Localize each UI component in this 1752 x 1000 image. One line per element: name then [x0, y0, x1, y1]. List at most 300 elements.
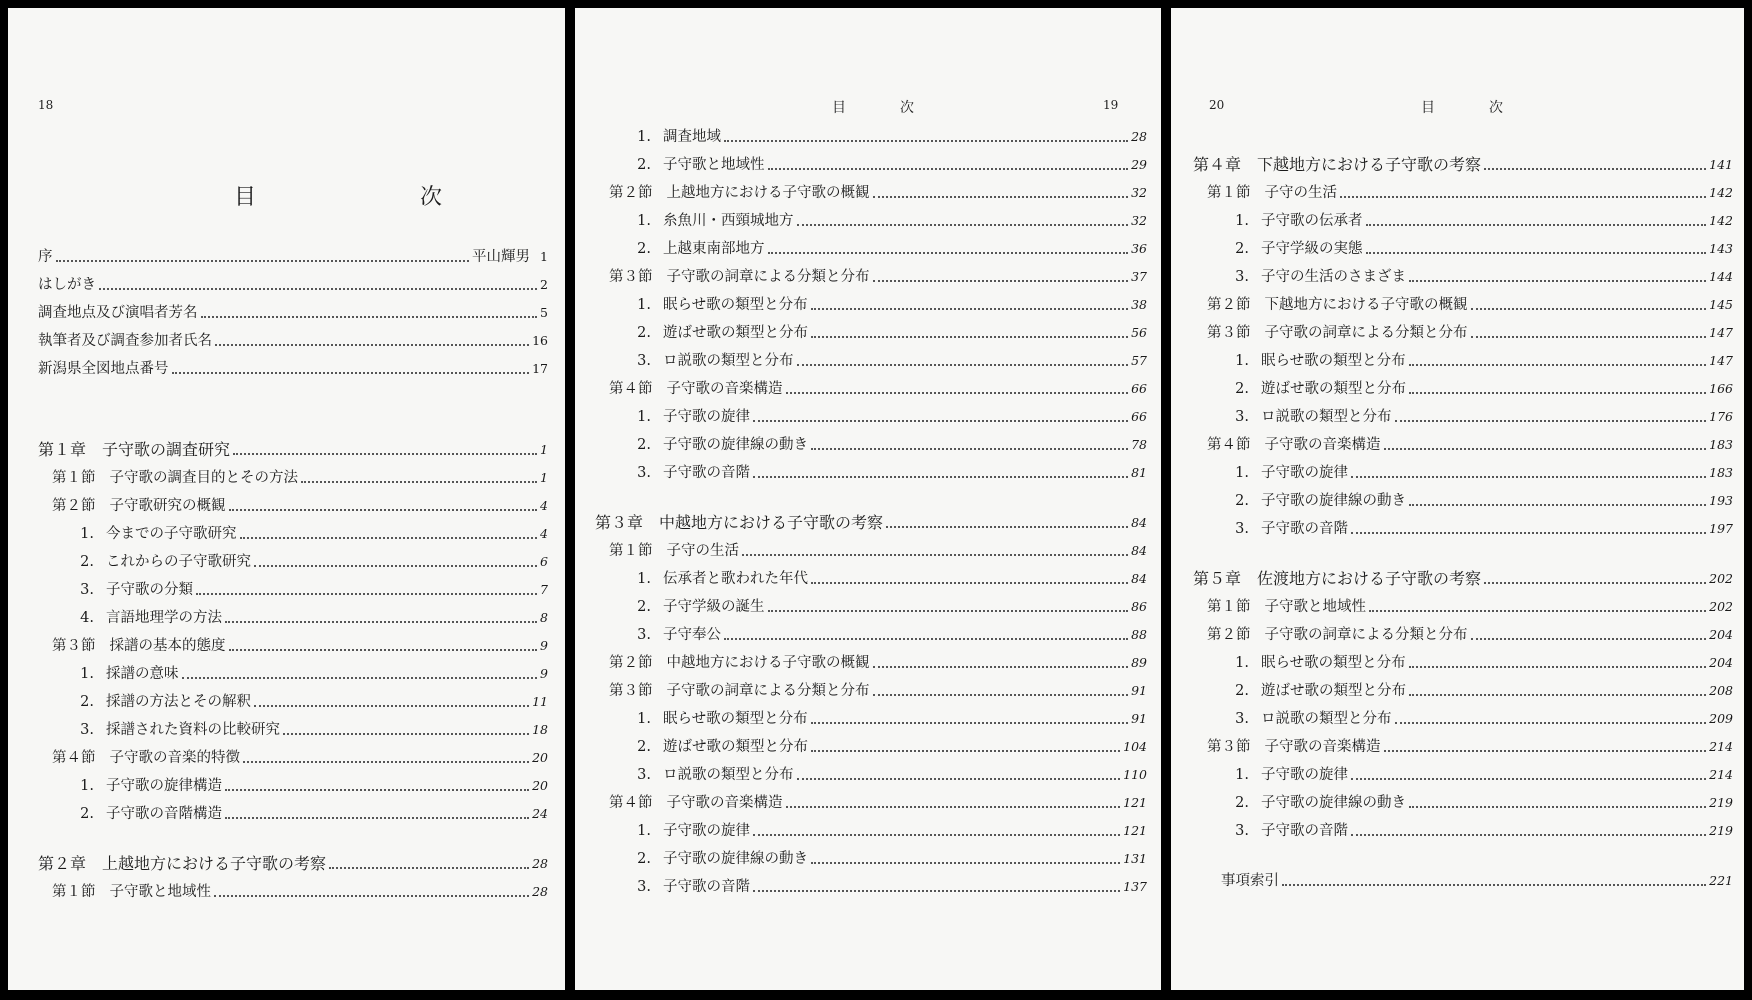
toc-page-number: 4	[540, 498, 548, 513]
leader-dots	[329, 867, 529, 869]
toc-chapter-row[interactable]	[38, 439, 548, 461]
toc-page-number: 86	[1131, 599, 1147, 614]
toc-item-number: 2.	[80, 554, 94, 570]
toc-item-number: 2.	[80, 806, 94, 822]
toc-item-number: 3.	[637, 879, 651, 895]
toc-item-row[interactable]	[1193, 406, 1733, 428]
toc-page-number: 147	[1709, 353, 1733, 368]
toc-page-number: 8	[540, 610, 548, 625]
toc-entry-label: 事項索引	[1221, 873, 1279, 889]
toc-index-row[interactable]	[1193, 870, 1733, 892]
toc-entry-label: 子守歌研究の概観	[109, 498, 226, 514]
toc-item-row[interactable]	[595, 406, 1147, 428]
leader-dots	[254, 705, 529, 707]
toc-item-number: 1.	[80, 526, 94, 542]
toc-front-row[interactable]	[38, 358, 548, 380]
toc-item-number: 2.	[637, 325, 651, 341]
toc-item-number: 2.	[80, 694, 94, 710]
toc-item-number: 2.	[1235, 493, 1249, 509]
toc-page-number: 84	[1131, 571, 1147, 586]
leader-dots	[1484, 168, 1706, 170]
toc-item-row[interactable]	[595, 126, 1147, 148]
toc-entry-label: 眠らせ歌の類型と分布	[663, 297, 808, 313]
toc-item-number: 3.	[1235, 409, 1249, 425]
leader-dots	[225, 621, 537, 623]
toc-entry-label: 執筆者及び調査参加者氏名	[38, 333, 212, 349]
leader-dots	[873, 694, 1129, 696]
leader-dots	[215, 344, 529, 346]
leader-dots	[742, 554, 1128, 556]
toc-section-number: 第３節	[609, 269, 653, 285]
toc-section-number: 第２章	[38, 854, 87, 873]
toc-page-number: 166	[1709, 381, 1733, 396]
toc-section-row[interactable]	[1193, 322, 1733, 344]
toc-item-number: 2.	[1235, 683, 1249, 699]
toc-item-row[interactable]	[38, 551, 548, 573]
toc-entry-label: 子守歌の旋律	[663, 823, 750, 839]
leader-dots	[811, 308, 1129, 310]
toc-entry-label: 子守歌の音階	[663, 465, 750, 481]
toc-section-row[interactable]	[595, 540, 1147, 562]
page-19	[575, 8, 1161, 990]
toc-page-number: 6	[540, 554, 548, 569]
toc-item-row[interactable]	[1193, 238, 1733, 260]
toc-item-row[interactable]	[1193, 652, 1733, 674]
page-number: 20	[1209, 98, 1225, 112]
toc-page-number: 104	[1123, 739, 1147, 754]
toc-item-number: 1.	[637, 409, 651, 425]
toc-section-row[interactable]	[38, 495, 548, 517]
toc-entry-label: 眠らせ歌の類型と分布	[663, 711, 808, 727]
toc-page-number: 145	[1709, 297, 1733, 312]
toc-item-number: 2.	[1235, 381, 1249, 397]
toc-section-number: 第２節	[52, 498, 96, 514]
toc-chapter-row[interactable]	[1193, 568, 1733, 590]
leader-dots	[1351, 476, 1706, 478]
leader-dots	[1409, 504, 1706, 506]
toc-entry-label: 糸魚川・西頸城地方	[663, 213, 794, 229]
leader-dots	[1395, 420, 1707, 422]
leader-dots	[1409, 280, 1706, 282]
toc-item-row[interactable]	[38, 719, 548, 741]
toc-front-row[interactable]	[38, 302, 548, 324]
leader-dots	[873, 666, 1129, 668]
toc-author: 平山輝男	[472, 249, 531, 265]
toc-entry-label: 佐渡地方における子守歌の考察	[1257, 569, 1482, 588]
toc-item-row[interactable]	[595, 434, 1147, 456]
toc-section-number: 第２節	[609, 185, 653, 201]
toc-page-number: 137	[1123, 879, 1147, 894]
toc-page-number: 37	[1131, 269, 1147, 284]
toc-section-row[interactable]	[38, 467, 548, 489]
toc-entry-label: ロ説歌の類型と分布	[663, 353, 794, 369]
toc-item-row[interactable]	[595, 238, 1147, 260]
toc-page-number: 91	[1131, 711, 1147, 726]
toc-item-number: 1.	[1235, 353, 1249, 369]
toc-item-number: 3.	[637, 465, 651, 481]
leader-dots	[724, 140, 1128, 142]
toc-page-number: 56	[1131, 325, 1147, 340]
toc-section-number: 第１節	[609, 543, 653, 559]
toc-section-number: 第４節	[1207, 437, 1251, 453]
toc-page-number: 28	[532, 856, 548, 871]
leader-dots	[1384, 448, 1707, 450]
toc-page-number: 204	[1709, 655, 1733, 670]
toc-page-number: 208	[1709, 683, 1733, 698]
leader-dots	[797, 364, 1129, 366]
toc-entry-label: 眠らせ歌の類型と分布	[1261, 655, 1406, 671]
toc-item-row[interactable]	[595, 708, 1147, 730]
toc-entry-label: 子守歌の調査目的とその方法	[109, 470, 298, 486]
leader-dots	[1366, 252, 1707, 254]
toc-front-row[interactable]	[38, 274, 548, 296]
leader-dots	[811, 336, 1128, 338]
toc-page-number: 57	[1131, 353, 1147, 368]
leader-dots	[240, 537, 538, 539]
toc-section-row[interactable]	[1193, 434, 1733, 456]
toc-front-row[interactable]	[38, 330, 548, 352]
toc-item-row[interactable]	[1193, 820, 1733, 842]
leader-dots	[768, 610, 1129, 612]
toc-item-number: 1.	[1235, 767, 1249, 783]
toc-item-row[interactable]	[595, 596, 1147, 618]
toc-entry-label: 子守歌の旋律線の動き	[663, 851, 808, 867]
toc-item-row[interactable]	[595, 624, 1147, 646]
toc-page-number: 183	[1709, 465, 1733, 480]
leader-dots	[1369, 610, 1706, 612]
leader-dots	[797, 224, 1129, 226]
leader-dots	[1351, 778, 1706, 780]
toc-page-number: 176	[1709, 409, 1733, 424]
toc-page-number: 17	[532, 361, 548, 376]
toc-item-row[interactable]	[1193, 708, 1733, 730]
toc-entry-label: 上越東南部地方	[663, 241, 765, 257]
leader-dots	[182, 677, 538, 679]
toc-item-number: 3.	[1235, 269, 1249, 285]
toc-entry-label: 子守歌の音階	[663, 879, 750, 895]
toc-entry-label: はしがき	[38, 277, 96, 293]
leader-dots	[229, 509, 538, 511]
toc-page-number: 20	[532, 750, 548, 765]
toc-entry-label: 遊ばせ歌の類型と分布	[663, 325, 808, 341]
leader-dots	[753, 890, 1120, 892]
toc-section-number: 第２節	[1207, 627, 1251, 643]
toc-section-number: 第４節	[609, 795, 653, 811]
toc-section-number: 第１節	[1207, 599, 1251, 615]
toc-entry-label: 子守歌の旋律	[663, 409, 750, 425]
toc-section-number: 第３節	[52, 638, 96, 654]
toc-entry-label: ロ説歌の類型と分布	[663, 767, 794, 783]
toc-entry-label: 遊ばせ歌の類型と分布	[663, 739, 808, 755]
toc-item-row[interactable]	[595, 462, 1147, 484]
leader-dots	[225, 817, 529, 819]
toc-item-row[interactable]	[1193, 350, 1733, 372]
toc-item-number: 3.	[637, 767, 651, 783]
toc-page-number: 29	[1131, 157, 1147, 172]
toc-item-row[interactable]	[595, 210, 1147, 232]
toc-item-row[interactable]	[1193, 378, 1733, 400]
toc-item-row[interactable]	[595, 568, 1147, 590]
toc-item-row[interactable]	[38, 775, 548, 797]
toc-item-row[interactable]	[1193, 764, 1733, 786]
toc-page-number: 214	[1709, 739, 1733, 754]
toc-page-number: 141	[1709, 157, 1733, 172]
toc-item-number: 2.	[637, 739, 651, 755]
toc-item-row[interactable]	[595, 350, 1147, 372]
toc-front-row[interactable]	[38, 246, 548, 268]
toc-item-row[interactable]	[595, 820, 1147, 842]
leader-dots	[811, 448, 1128, 450]
toc-entry-label: 子守学級の誕生	[663, 599, 765, 615]
toc-entry-label: 調査地域	[663, 129, 721, 145]
toc-section-row[interactable]	[595, 266, 1147, 288]
toc-chapter-row[interactable]	[1193, 154, 1733, 176]
toc-section-row[interactable]	[38, 881, 548, 903]
toc-entry-label: 採譜の方法とその解釈	[106, 694, 251, 710]
toc-item-row[interactable]	[595, 876, 1147, 898]
leader-dots	[1384, 750, 1707, 752]
toc-item-row[interactable]	[1193, 518, 1733, 540]
toc-item-number: 1.	[637, 129, 651, 145]
leader-dots	[1351, 532, 1706, 534]
toc-item-row[interactable]	[595, 154, 1147, 176]
toc-page-number: 202	[1709, 571, 1733, 586]
toc-page-number: 66	[1131, 409, 1147, 424]
leader-dots	[1409, 806, 1706, 808]
toc-item-row[interactable]	[1193, 792, 1733, 814]
toc-page-number: 20	[532, 778, 548, 793]
leader-dots	[811, 862, 1120, 864]
toc-section-number: 第１節	[1207, 185, 1251, 201]
running-header: 目 次	[832, 100, 934, 116]
leader-dots	[1409, 364, 1707, 366]
toc-section-number: 第４節	[609, 381, 653, 397]
toc-page-number: 28	[532, 884, 548, 899]
toc-entry-label: ロ説歌の類型と分布	[1261, 409, 1392, 425]
toc-page-number: 89	[1131, 655, 1147, 670]
leader-dots	[1340, 196, 1706, 198]
toc-entry-label: これからの子守歌研究	[106, 554, 251, 570]
toc-item-number: 1.	[80, 666, 94, 682]
leader-dots	[768, 252, 1129, 254]
leader-dots	[1395, 722, 1707, 724]
toc-page-number: 209	[1709, 711, 1733, 726]
toc-entry-label: 子守歌の詞章による分類と分布	[1264, 325, 1468, 341]
toc-item-row[interactable]	[38, 523, 548, 545]
leader-dots	[1409, 392, 1706, 394]
toc-entry-label: 上越地方における子守歌の考察	[102, 854, 327, 873]
leader-dots	[172, 372, 530, 374]
toc-page-number: 202	[1709, 599, 1733, 614]
leader-dots	[873, 280, 1129, 282]
toc-item-row[interactable]	[38, 803, 548, 825]
toc-item-row[interactable]	[1193, 210, 1733, 232]
toc-item-number: 1.	[1235, 213, 1249, 229]
toc-item-row[interactable]	[1193, 490, 1733, 512]
toc-chapter-row[interactable]	[595, 512, 1147, 534]
toc-entry-label: 言語地理学の方法	[106, 610, 222, 626]
toc-item-number: 3.	[1235, 711, 1249, 727]
toc-entry-label: 調査地点及び演唱者芳名	[38, 305, 198, 321]
leader-dots	[196, 593, 537, 595]
leader-dots	[786, 806, 1121, 808]
toc-page-number: 91	[1131, 683, 1147, 698]
toc-page-number: 143	[1709, 241, 1733, 256]
leader-dots	[768, 168, 1129, 170]
toc-item-number: 2.	[637, 157, 651, 173]
toc-entry-label: 子守歌の旋律線の動き	[1261, 795, 1406, 811]
toc-item-number: 1.	[80, 778, 94, 794]
toc-item-row[interactable]	[1193, 266, 1733, 288]
toc-item-number: 3.	[80, 582, 94, 598]
toc-item-number: 1.	[637, 571, 651, 587]
leader-dots	[753, 834, 1120, 836]
toc-item-number: 1.	[637, 297, 651, 313]
toc-page-number: 2	[540, 277, 548, 292]
toc-entry-label: 子守歌の詞章による分類と分布	[666, 683, 870, 699]
leader-dots	[56, 260, 470, 262]
toc-page-number: 32	[1131, 185, 1147, 200]
toc-entry-label: 子守歌の旋律	[1261, 767, 1348, 783]
toc-page-number: 9	[540, 666, 548, 681]
toc-entry-label: 子守学級の実態	[1261, 241, 1363, 257]
toc-item-row[interactable]	[38, 579, 548, 601]
toc-item-row[interactable]	[1193, 462, 1733, 484]
page-20	[1171, 8, 1744, 990]
toc-entry-label: ロ説歌の類型と分布	[1261, 711, 1392, 727]
toc-entry-label: 序	[38, 249, 53, 265]
toc-item-number: 1.	[1235, 655, 1249, 671]
toc-section-number: 第１節	[52, 470, 96, 486]
toc-item-number: 3.	[1235, 521, 1249, 537]
toc-entry-label: 子守歌の旋律構造	[106, 778, 222, 794]
toc-item-number: 1.	[637, 213, 651, 229]
toc-item-number: 3.	[637, 627, 651, 643]
leader-dots	[1351, 834, 1706, 836]
toc-item-number: 2.	[1235, 795, 1249, 811]
toc-list	[1193, 8, 1733, 988]
toc-page-number: 28	[1131, 129, 1147, 144]
toc-item-row[interactable]	[595, 322, 1147, 344]
toc-section-row[interactable]	[595, 378, 1147, 400]
toc-entry-label: 子守歌の詞章による分類と分布	[1264, 627, 1468, 643]
toc-entry-label: 子守歌の音階構造	[106, 806, 222, 822]
toc-entry-label: 眠らせ歌の類型と分布	[1261, 353, 1406, 369]
toc-entry-label: 子守歌の音階	[1261, 823, 1348, 839]
leader-dots	[301, 481, 537, 483]
toc-section-row[interactable]	[1193, 182, 1733, 204]
toc-section-number: 第１節	[52, 884, 96, 900]
leader-dots	[724, 638, 1128, 640]
toc-entry-label: 子守歌の音楽構造	[666, 381, 783, 397]
leader-dots	[214, 895, 529, 897]
toc-section-row[interactable]	[595, 182, 1147, 204]
toc-entry-label: 子守歌と地域性	[1264, 599, 1366, 615]
toc-entry-label: 子守の生活のさまざま	[1261, 269, 1406, 285]
leader-dots	[1471, 638, 1707, 640]
toc-section-row[interactable]	[38, 635, 548, 657]
toc-page-number: 110	[1123, 767, 1147, 782]
toc-item-row[interactable]	[595, 764, 1147, 786]
toc-page-number: 121	[1123, 795, 1147, 810]
toc-section-number: 第３章	[595, 513, 644, 532]
toc-list	[38, 8, 548, 988]
leader-dots	[283, 733, 529, 735]
toc-page-number: 18	[532, 722, 548, 737]
toc-entry-label: 採譜された資料の比較研究	[106, 722, 280, 738]
toc-item-number: 1.	[637, 823, 651, 839]
toc-page-number: 4	[540, 526, 548, 541]
toc-entry-label: 子守の生活	[1264, 185, 1337, 201]
toc-item-row[interactable]	[595, 294, 1147, 316]
leader-dots	[229, 649, 538, 651]
toc-section-number: 第２節	[1207, 297, 1251, 313]
toc-page-number: 24	[532, 806, 548, 821]
toc-entry-label: 遊ばせ歌の類型と分布	[1261, 683, 1406, 699]
toc-page-number: 66	[1131, 381, 1147, 396]
leader-dots	[1282, 884, 1706, 886]
toc-entry-label: 子守歌の調査研究	[102, 440, 231, 459]
toc-page-number: 142	[1709, 213, 1733, 228]
toc-entry-label: 子守歌の音楽構造	[1264, 437, 1381, 453]
toc-entry-label: 子守の生活	[666, 543, 739, 559]
leader-dots	[811, 750, 1120, 752]
toc-entry-label: 子守歌の伝承者	[1261, 213, 1363, 229]
toc-item-row[interactable]	[595, 848, 1147, 870]
toc-page-number: 36	[1131, 241, 1147, 256]
toc-item-number: 3.	[637, 353, 651, 369]
toc-page-number: 131	[1123, 851, 1147, 866]
toc-item-number: 3.	[1235, 823, 1249, 839]
toc-page-number: 11	[532, 694, 548, 709]
toc-item-number: 3.	[80, 722, 94, 738]
toc-item-number: 2.	[1235, 241, 1249, 257]
toc-item-row[interactable]	[38, 691, 548, 713]
toc-section-row[interactable]	[1193, 596, 1733, 618]
toc-entry-label: 下越地方における子守歌の考察	[1257, 155, 1482, 174]
toc-item-row[interactable]	[595, 736, 1147, 758]
toc-item-row[interactable]	[38, 663, 548, 685]
toc-entry-label: 子守歌の旋律線の動き	[1261, 493, 1406, 509]
toc-page-number: 5	[540, 305, 548, 320]
leader-dots	[753, 476, 1128, 478]
leader-dots	[225, 789, 529, 791]
toc-section-row[interactable]	[595, 652, 1147, 674]
toc-item-row[interactable]	[1193, 680, 1733, 702]
toc-section-row[interactable]	[1193, 736, 1733, 758]
toc-page-number: 121	[1123, 823, 1147, 838]
leader-dots	[99, 288, 537, 290]
toc-section-row[interactable]	[1193, 624, 1733, 646]
toc-item-number: 2.	[637, 851, 651, 867]
toc-section-row[interactable]	[595, 792, 1147, 814]
toc-section-row[interactable]	[595, 680, 1147, 702]
leader-dots	[201, 316, 538, 318]
toc-entry-label: 中越地方における子守歌の概観	[666, 655, 870, 671]
page-number: 19	[1103, 98, 1119, 112]
toc-item-row[interactable]	[38, 607, 548, 629]
toc-page-number: 204	[1709, 627, 1733, 642]
toc-section-number: 第４章	[1193, 155, 1242, 174]
toc-entry-label: 新潟県全図地点番号	[38, 361, 169, 377]
leader-dots	[797, 778, 1121, 780]
toc-section-row[interactable]	[1193, 294, 1733, 316]
leader-dots	[1409, 666, 1707, 668]
toc-section-row[interactable]	[38, 747, 548, 769]
toc-chapter-row[interactable]	[38, 853, 548, 875]
toc-entry-label: 子守歌の音階	[1261, 521, 1348, 537]
toc-page-number: 142	[1709, 185, 1733, 200]
